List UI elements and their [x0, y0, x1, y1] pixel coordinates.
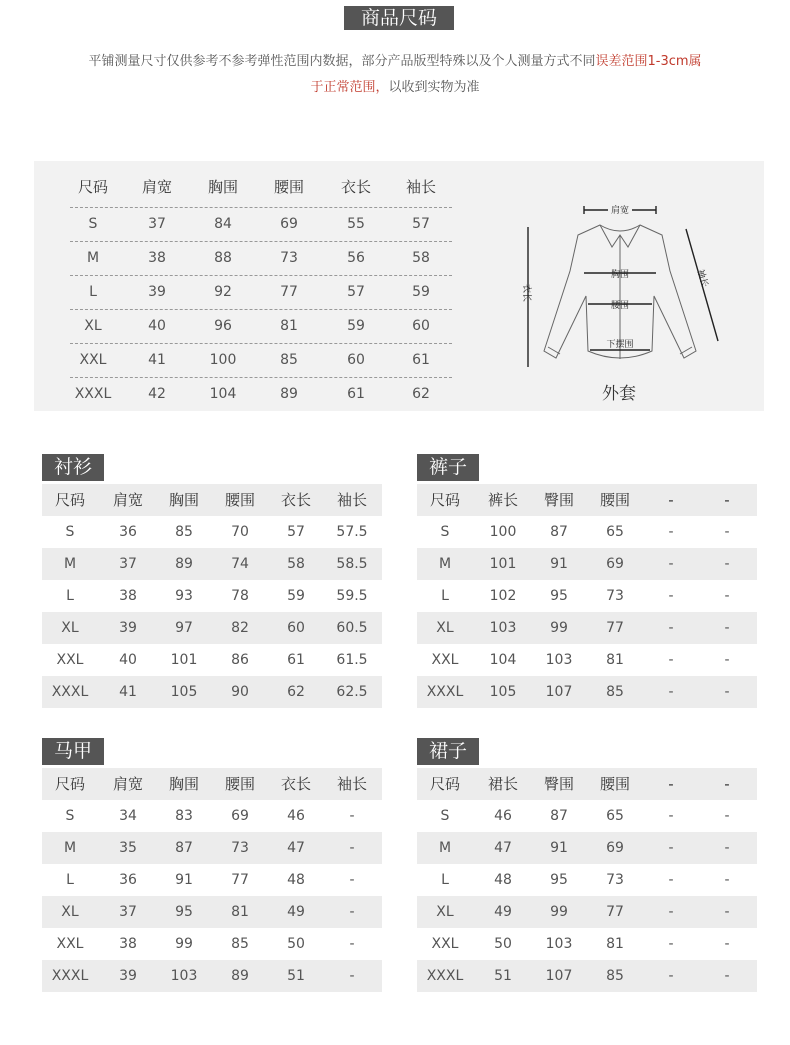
table-cell: 77	[606, 620, 624, 636]
table-cell: 84	[214, 216, 232, 232]
table-cell: 61	[412, 352, 430, 368]
header-cell: 肩宽	[112, 491, 143, 509]
table-cell: -	[724, 840, 730, 856]
table-cell: XL	[61, 904, 79, 920]
notice-highlight: 于正常范围，	[310, 80, 389, 95]
table-cell: 69	[606, 840, 624, 856]
header-cell: -	[668, 775, 674, 793]
table-cell: 104	[489, 652, 517, 668]
size-table	[417, 484, 757, 708]
table-cell: M	[86, 250, 100, 266]
table-row	[70, 343, 452, 377]
table-row	[42, 676, 382, 708]
table-cell: 103	[545, 936, 573, 952]
notice-text: 以收到实物为准	[388, 80, 480, 95]
table-cell: XXXL	[74, 386, 112, 402]
table-row	[417, 580, 757, 612]
table-cell: XXL	[56, 652, 84, 668]
table-cell: 81	[606, 652, 624, 668]
table-cell: -	[668, 872, 674, 888]
table-cell: 105	[489, 684, 517, 700]
coat-size-panel	[34, 161, 764, 411]
table-cell: 85	[231, 936, 249, 952]
table-cell: 93	[175, 588, 193, 604]
table-row	[417, 644, 757, 676]
table-cell: 74	[231, 556, 249, 572]
table-cell: 77	[231, 872, 249, 888]
table-cell: XXXL	[426, 684, 464, 700]
sleeve-label: 袖长	[694, 268, 710, 289]
table-cell: 58.5	[336, 556, 368, 572]
header-cell: 腰围	[224, 491, 255, 509]
table-row	[42, 864, 382, 896]
table-cell: XL	[436, 904, 454, 920]
table-cell: S	[440, 524, 450, 540]
table-cell: 81	[231, 904, 249, 920]
table-cell: 57	[347, 284, 365, 300]
table-cell: 38	[148, 250, 166, 266]
notice-line-2	[0, 76, 790, 95]
table-cell: 73	[606, 588, 624, 604]
header-cell: 腰围	[599, 491, 630, 509]
header-cell: 衣长	[280, 775, 311, 793]
table-row	[417, 832, 757, 864]
table-cell: M	[63, 840, 77, 856]
header-cell: 衣长	[340, 178, 371, 196]
table-cell: 61.5	[336, 652, 368, 668]
notice-text: 平铺测量尺寸仅供参考不参考弹性范围内数据，部分产品版型特殊以及个人测量方式不同	[88, 54, 596, 69]
table-cell: 49	[494, 904, 512, 920]
table-cell: -	[668, 808, 674, 824]
table-cell: -	[724, 556, 730, 572]
table-cell: 97	[175, 620, 193, 636]
table-cell: 83	[175, 808, 193, 824]
table-cell: 107	[545, 684, 573, 700]
header-cell: 尺码	[54, 491, 85, 509]
table-cell: -	[724, 684, 730, 700]
table-row	[70, 377, 452, 411]
header-cell: 裤长	[487, 491, 518, 509]
header-cell: 腰围	[273, 178, 304, 196]
header-cell: -	[668, 491, 674, 509]
table-cell: -	[724, 808, 730, 824]
table-cell: S	[88, 216, 98, 232]
table-row	[42, 928, 382, 960]
header-cell: 腰围	[224, 775, 255, 793]
table-cell: XL	[84, 318, 102, 334]
table-cell: 69	[231, 808, 249, 824]
table-cell: 88	[214, 250, 232, 266]
table-cell: 89	[175, 556, 193, 572]
table-row	[70, 207, 452, 241]
table-cell: XXL	[79, 352, 107, 368]
table-cell: -	[724, 620, 730, 636]
length-label: 衣长	[521, 283, 531, 303]
table-cell: -	[668, 588, 674, 604]
table-cell: 59.5	[336, 588, 368, 604]
table-cell: 99	[175, 936, 193, 952]
table-row	[42, 580, 382, 612]
table-cell: 57.5	[336, 524, 368, 540]
table-cell: -	[349, 872, 355, 888]
table-cell: 60.5	[336, 620, 368, 636]
table-cell: 49	[287, 904, 305, 920]
coat-caption: 外套	[602, 384, 636, 404]
header-cell: 臀围	[543, 775, 574, 793]
table-cell: 73	[280, 250, 298, 266]
table-cell: L	[66, 588, 74, 604]
hem-label: 下摆围	[606, 340, 634, 350]
table-cell: XXL	[56, 936, 84, 952]
table-cell: 77	[280, 284, 298, 300]
header-cell: 尺码	[54, 775, 85, 793]
table-cell: 65	[606, 808, 624, 824]
header-cell: 胸围	[168, 491, 199, 509]
table-cell: XXL	[431, 936, 459, 952]
table-cell: 62	[412, 386, 430, 402]
table-cell: -	[668, 652, 674, 668]
table-cell: 105	[170, 684, 198, 700]
table-cell: -	[349, 808, 355, 824]
header-cell: 腰围	[599, 775, 630, 793]
size-table	[42, 768, 382, 992]
table-row	[42, 960, 382, 992]
table-row	[417, 612, 757, 644]
table-cell: 103	[545, 652, 573, 668]
table-cell: 51	[287, 968, 305, 984]
notice-line-1	[0, 50, 790, 69]
table-cell: 78	[231, 588, 249, 604]
chest-label: 胸围	[610, 270, 630, 280]
table-cell: 60	[347, 352, 365, 368]
table-cell: 55	[347, 216, 365, 232]
table-cell: 60	[412, 318, 430, 334]
table-cell: 36	[119, 872, 137, 888]
table-cell: 40	[148, 318, 166, 334]
table-cell: 61	[347, 386, 365, 402]
notice-highlight: 误差范围1-3cm属	[595, 54, 702, 69]
table-cell: 47	[287, 840, 305, 856]
table-cell: 85	[175, 524, 193, 540]
table-cell: XL	[61, 620, 79, 636]
table-cell: 82	[231, 620, 249, 636]
table-row	[417, 864, 757, 896]
header-cell: 衣长	[280, 491, 311, 509]
table-cell: -	[668, 684, 674, 700]
header-cell: 尺码	[77, 178, 108, 196]
table-cell: 102	[489, 588, 517, 604]
table-cell: L	[66, 872, 74, 888]
table-cell: 100	[209, 352, 237, 368]
table-cell: -	[668, 524, 674, 540]
table-cell: 39	[119, 620, 137, 636]
table-cell: 59	[287, 588, 305, 604]
table-cell: 107	[545, 968, 573, 984]
table-cell: 104	[209, 386, 237, 402]
table-header-row	[42, 768, 382, 800]
table-cell: XXL	[431, 652, 459, 668]
table-cell: 87	[550, 808, 568, 824]
table-row	[417, 896, 757, 928]
table-cell: -	[724, 936, 730, 952]
shoulder-label: 肩宽	[610, 206, 630, 216]
table-cell: 85	[606, 684, 624, 700]
table-cell: -	[724, 968, 730, 984]
table-cell: 46	[287, 808, 305, 824]
table-row	[42, 516, 382, 548]
table-cell: S	[440, 808, 450, 824]
table-cell: 40	[119, 652, 137, 668]
table-cell: -	[724, 652, 730, 668]
table-row	[417, 800, 757, 832]
table-cell: 92	[214, 284, 232, 300]
table-cell: 90	[231, 684, 249, 700]
section-title: 裙子	[417, 738, 479, 765]
table-cell: 86	[231, 652, 249, 668]
table-cell: 95	[175, 904, 193, 920]
table-cell: 35	[119, 840, 137, 856]
table-cell: -	[668, 936, 674, 952]
table-header-row	[42, 484, 382, 516]
table-cell: L	[441, 588, 449, 604]
table-row	[42, 896, 382, 928]
table-row	[42, 832, 382, 864]
table-cell: 96	[214, 318, 232, 334]
table-cell: 51	[494, 968, 512, 984]
section-title: 裤子	[417, 454, 479, 481]
table-cell: -	[724, 524, 730, 540]
header-cell: 胸围	[207, 178, 238, 196]
table-cell: 48	[494, 872, 512, 888]
table-cell: 57	[412, 216, 430, 232]
table-cell: M	[63, 556, 77, 572]
table-row	[42, 800, 382, 832]
table-cell: 69	[280, 216, 298, 232]
table-row	[417, 928, 757, 960]
table-row	[70, 275, 452, 309]
table-cell: -	[668, 840, 674, 856]
table-cell: 103	[170, 968, 198, 984]
header-cell: 袖长	[405, 178, 436, 196]
table-cell: 36	[119, 524, 137, 540]
table-header-row	[417, 768, 757, 800]
table-cell: -	[668, 556, 674, 572]
table-cell: XXXL	[51, 968, 89, 984]
table-cell: -	[668, 968, 674, 984]
table-cell: S	[65, 808, 75, 824]
table-cell: 101	[489, 556, 517, 572]
table-cell: 89	[231, 968, 249, 984]
table-cell: -	[724, 872, 730, 888]
table-cell: XXXL	[51, 684, 89, 700]
table-cell: -	[349, 904, 355, 920]
coat-header-row	[70, 171, 452, 207]
table-cell: -	[349, 968, 355, 984]
table-cell: 100	[489, 524, 517, 540]
table-row	[417, 548, 757, 580]
table-cell: 91	[175, 872, 193, 888]
table-cell: 41	[148, 352, 166, 368]
table-cell: 73	[231, 840, 249, 856]
header-cell: -	[724, 775, 730, 793]
page-title: 商品尺码	[344, 6, 454, 30]
table-cell: 38	[119, 588, 137, 604]
table-cell: 57	[287, 524, 305, 540]
table-cell: 62	[287, 684, 305, 700]
table-cell: 50	[287, 936, 305, 952]
table-cell: 56	[347, 250, 365, 266]
size-table	[42, 484, 382, 708]
table-cell: 99	[550, 620, 568, 636]
table-cell: 42	[148, 386, 166, 402]
table-header-row	[417, 484, 757, 516]
table-row	[417, 960, 757, 992]
table-cell: 81	[606, 936, 624, 952]
table-cell: 99	[550, 904, 568, 920]
table-cell: 95	[550, 872, 568, 888]
table-cell: -	[724, 588, 730, 604]
table-cell: 60	[287, 620, 305, 636]
table-row	[42, 612, 382, 644]
table-cell: 47	[494, 840, 512, 856]
table-cell: 38	[119, 936, 137, 952]
table-cell: 59	[412, 284, 430, 300]
coat-diagram	[520, 201, 720, 376]
table-cell: 70	[231, 524, 249, 540]
table-cell: 103	[489, 620, 517, 636]
table-cell: -	[349, 840, 355, 856]
table-cell: 91	[550, 840, 568, 856]
table-cell: XL	[436, 620, 454, 636]
table-cell: 41	[119, 684, 137, 700]
header-cell: 肩宽	[141, 178, 172, 196]
table-cell: 50	[494, 936, 512, 952]
header-cell: 臀围	[543, 491, 574, 509]
header-cell: 尺码	[429, 775, 460, 793]
table-cell: 58	[412, 250, 430, 266]
table-cell: 37	[119, 904, 137, 920]
table-cell: 62.5	[336, 684, 368, 700]
section-title: 衬衫	[42, 454, 104, 481]
table-cell: 95	[550, 588, 568, 604]
table-cell: 34	[119, 808, 137, 824]
table-cell: L	[441, 872, 449, 888]
header-cell: 裙长	[487, 775, 518, 793]
table-cell: 69	[606, 556, 624, 572]
table-cell: 59	[347, 318, 365, 334]
table-cell: -	[724, 904, 730, 920]
table-cell: 101	[170, 652, 198, 668]
table-cell: 81	[280, 318, 298, 334]
table-cell: -	[668, 904, 674, 920]
table-cell: S	[65, 524, 75, 540]
table-row	[70, 309, 452, 343]
table-cell: 89	[280, 386, 298, 402]
table-cell: 91	[550, 556, 568, 572]
header-cell: 肩宽	[112, 775, 143, 793]
table-cell: 87	[175, 840, 193, 856]
table-row	[417, 516, 757, 548]
header-cell: 胸围	[168, 775, 199, 793]
table-cell: 85	[606, 968, 624, 984]
header-cell: -	[724, 491, 730, 509]
table-cell: 37	[148, 216, 166, 232]
table-cell: 39	[119, 968, 137, 984]
table-cell: 65	[606, 524, 624, 540]
header-cell: 袖长	[336, 775, 367, 793]
table-cell: 73	[606, 872, 624, 888]
table-cell: M	[438, 840, 452, 856]
coat-size-table	[70, 171, 452, 411]
table-cell: 87	[550, 524, 568, 540]
header-cell: 袖长	[336, 491, 367, 509]
table-row	[417, 676, 757, 708]
table-cell: 37	[119, 556, 137, 572]
table-cell: 85	[280, 352, 298, 368]
table-cell: 46	[494, 808, 512, 824]
section-title: 马甲	[42, 738, 104, 765]
table-row	[70, 241, 452, 275]
table-cell: L	[89, 284, 97, 300]
table-cell: XXXL	[426, 968, 464, 984]
table-cell: 48	[287, 872, 305, 888]
table-cell: -	[668, 620, 674, 636]
table-row	[42, 644, 382, 676]
table-cell: 77	[606, 904, 624, 920]
size-table	[417, 768, 757, 992]
waist-label: 腰围	[610, 301, 630, 311]
table-cell: 61	[287, 652, 305, 668]
table-cell: 39	[148, 284, 166, 300]
table-cell: 58	[287, 556, 305, 572]
table-cell: -	[349, 936, 355, 952]
header-cell: 尺码	[429, 491, 460, 509]
table-cell: M	[438, 556, 452, 572]
table-row	[42, 548, 382, 580]
